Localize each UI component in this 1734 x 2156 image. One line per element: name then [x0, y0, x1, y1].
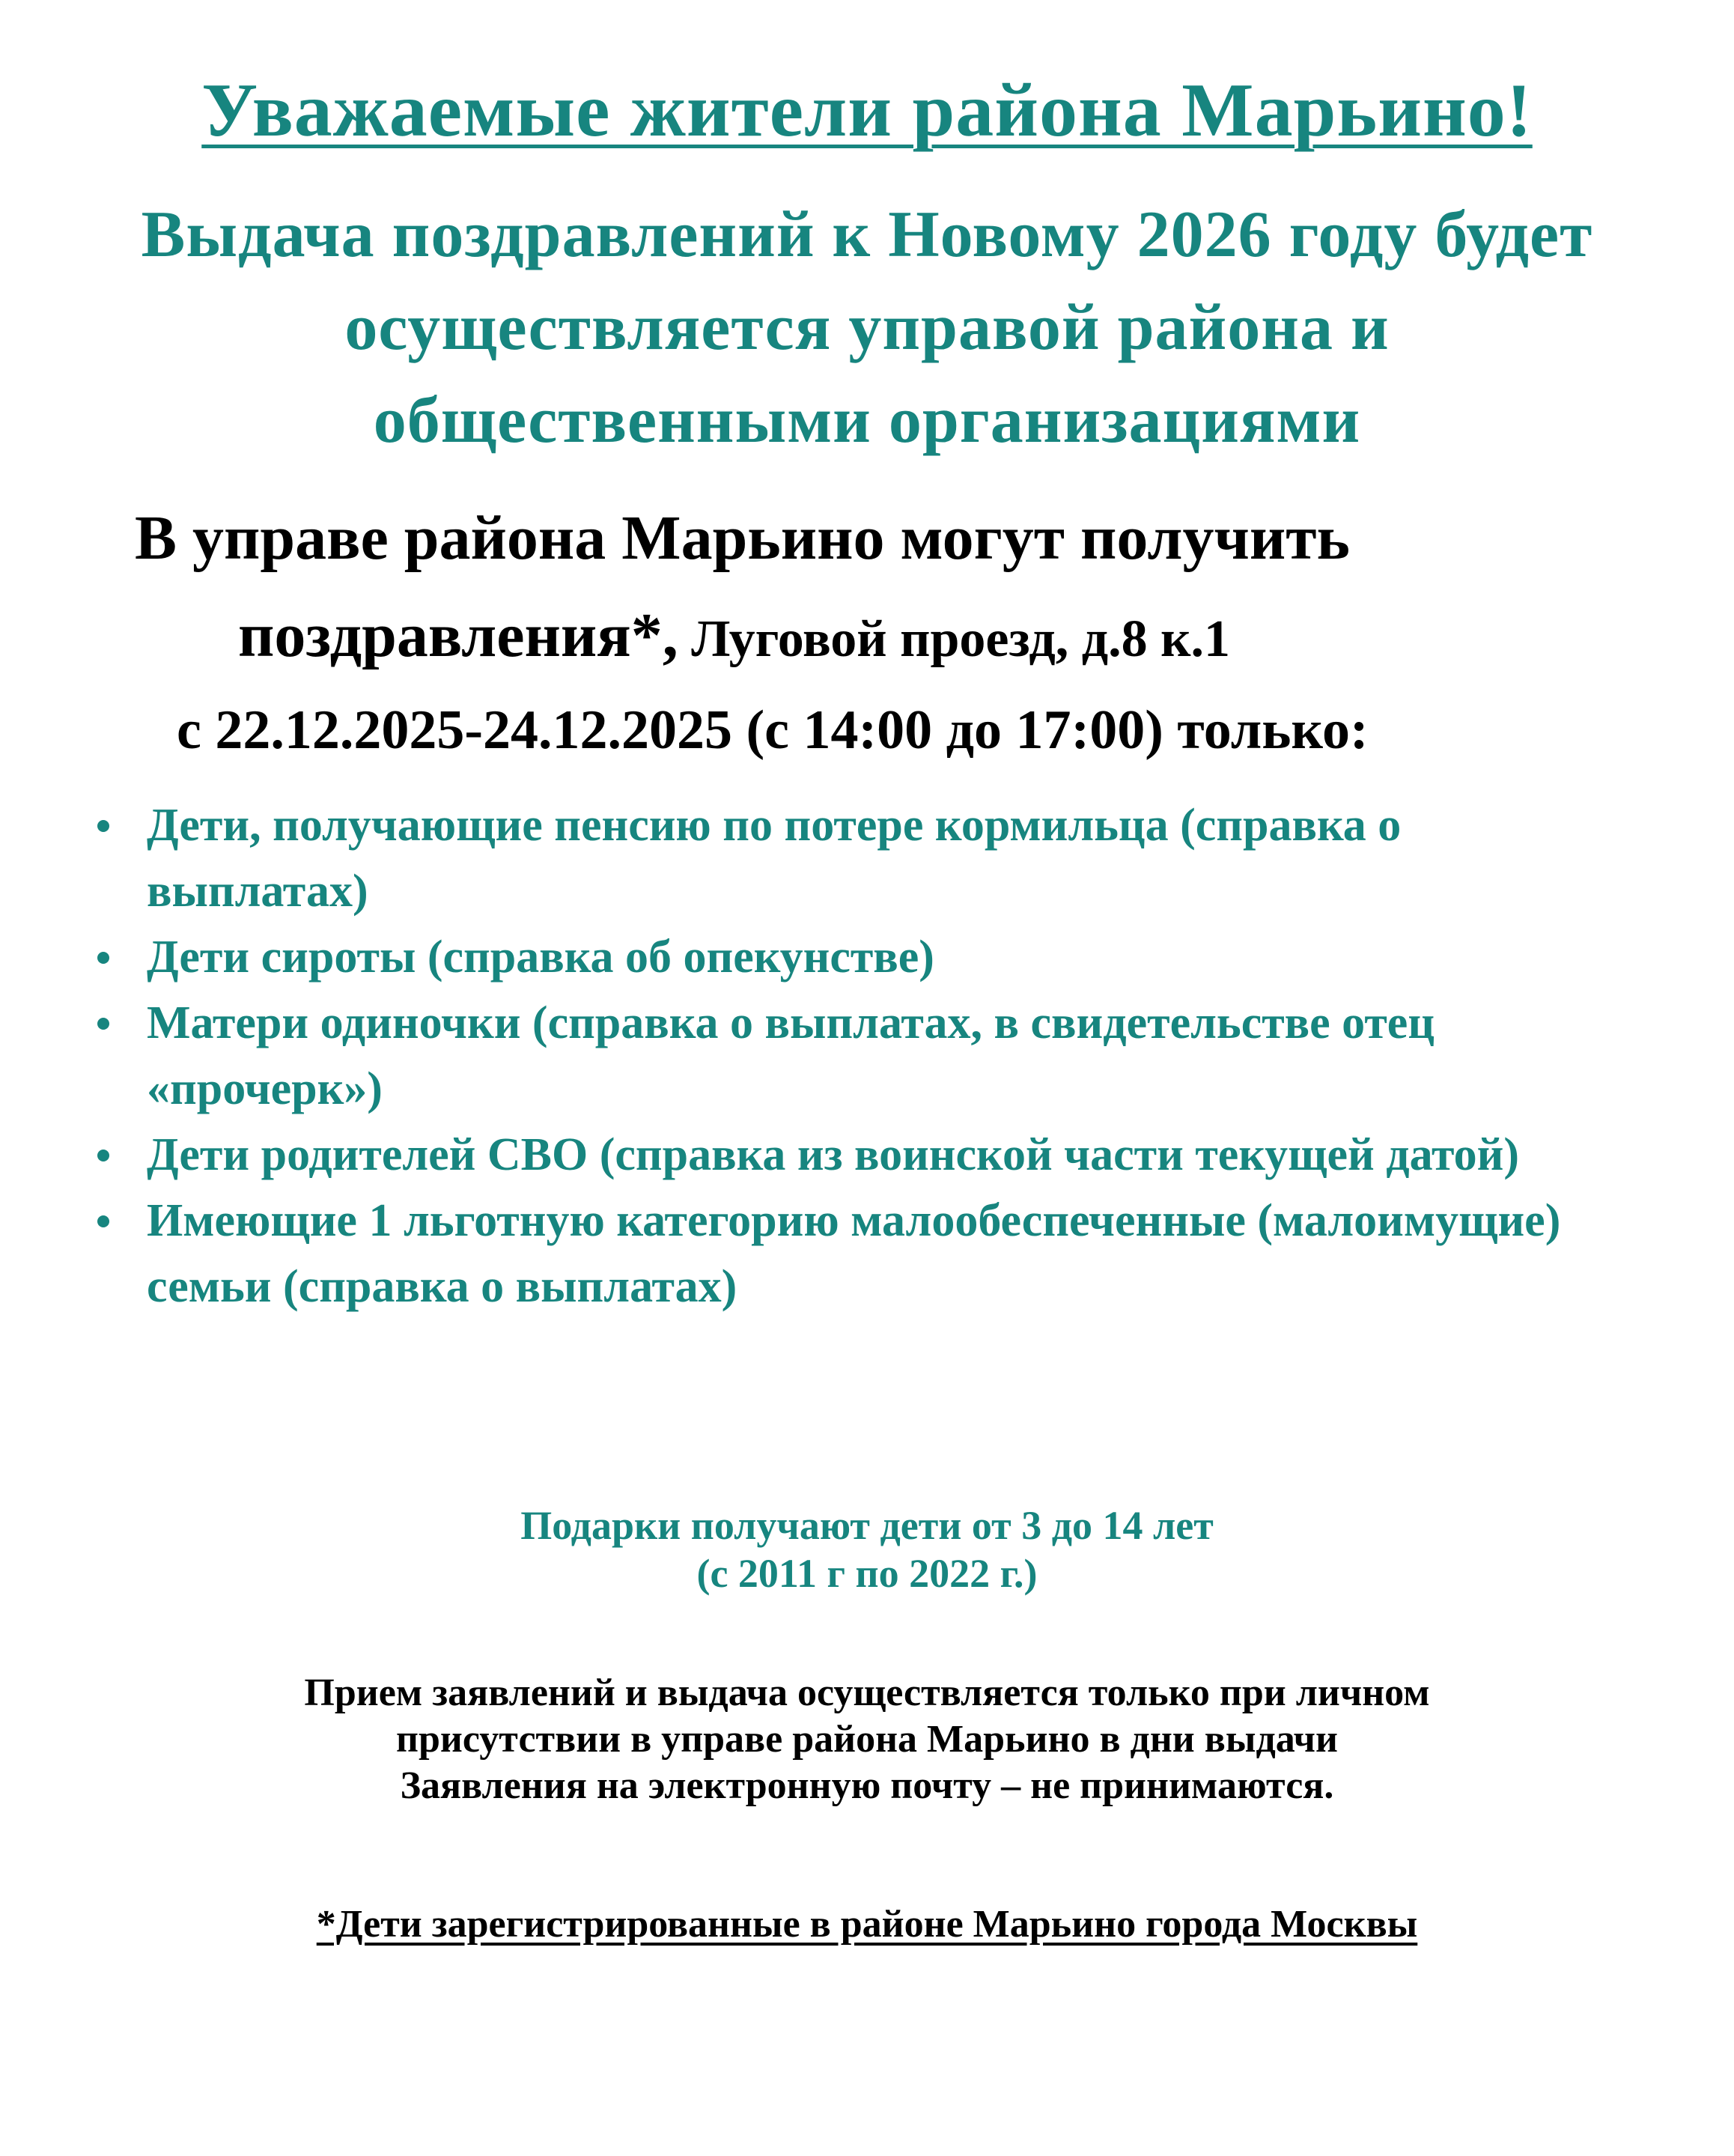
list-item	[0, 792, 1614, 924]
bullet-icon	[97, 952, 109, 964]
subtitle-line-3: общественными организациями	[373, 384, 1361, 457]
notice-line-2: присутствии в управе района Марьино в дни выдачи	[396, 1718, 1338, 1761]
location-line-2	[238, 587, 1230, 688]
notice-line-1: Прием заявлений и выдача осуществляется только при личном	[304, 1671, 1430, 1714]
location-line-1: В управе района Марьино могут получить	[135, 503, 1350, 573]
bullet-icon	[97, 1018, 109, 1030]
notice-line-3: Заявления на электронную почту – не принимаются.	[400, 1764, 1334, 1807]
list-item-text: Дети, получающие пенсию по потере кормильца (справка о выплатах)	[147, 800, 1402, 917]
list-item	[0, 1188, 1614, 1320]
subtitle-line-1: Выдача поздравлений к Новому 2026 году будет	[141, 198, 1593, 271]
subtitle	[0, 189, 1734, 467]
subtitle-line-2: осуществляется управой района и	[344, 291, 1390, 364]
bullet-icon	[97, 1150, 109, 1161]
gifts-line-2: (с 2011 г по 2022 г.)	[696, 1551, 1038, 1596]
issue-dates: с 22.12.2025-24.12.2025 (с 14:00 до 17:00) только:	[177, 699, 1369, 761]
list-item	[0, 1122, 1614, 1188]
eligible-categories-list	[0, 792, 1734, 1320]
footnote-text: *Дети зарегистрированные в районе Марьино города Москвы	[316, 1903, 1418, 1946]
location-congratulations: поздравления*,	[238, 601, 678, 670]
list-item-text: Имеющие 1 льготную категорию малообеспеченные (малоимущие) семьи (справка о выплатах)	[147, 1195, 1561, 1312]
page-title: Уважаемые жители района Марьино!	[201, 68, 1533, 153]
list-item-text: Матери одиночки (справка о выплатах, в свидетельстве отец «прочерк»)	[147, 997, 1435, 1114]
application-notice	[0, 1670, 1734, 1809]
location-address: Луговой проезд, д.8 к.1	[678, 610, 1230, 668]
bullet-icon	[97, 820, 109, 832]
list-item-text: Дети сироты (справка об опекунстве)	[147, 932, 934, 983]
list-item	[0, 924, 1614, 990]
list-item	[0, 990, 1614, 1122]
gifts-age-info	[0, 1501, 1734, 1597]
gifts-line-1: Подарки получают дети от 3 до 14 лет	[520, 1503, 1214, 1548]
footnote	[0, 1901, 1734, 1949]
list-item-text: Дети родителей СВО (справка из воинской части текущей датой)	[147, 1129, 1519, 1180]
bullet-icon	[97, 1215, 109, 1227]
